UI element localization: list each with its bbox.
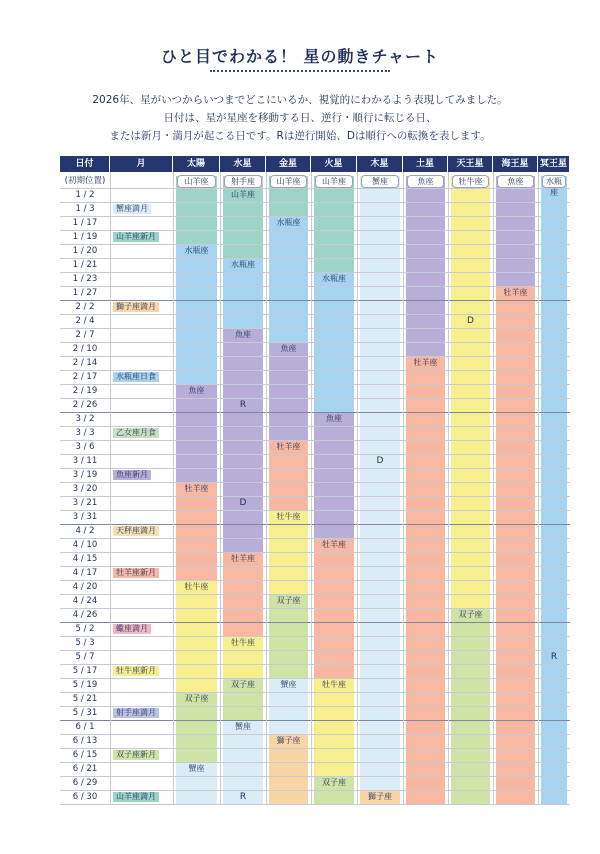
intro-line-3: または新月・満月が起こる日です。Rは逆行開始、Dは順行への転換を表します。 [109,130,491,142]
date-label: 2 / 17 [72,372,98,382]
column-header: 天王星 [448,156,492,172]
sign-change-label: 牡羊座 [503,288,528,297]
date-label: 4 / 17 [72,568,98,578]
date-label: 1 / 21 [72,260,98,270]
sign-change-label: 水瓶座 [231,260,255,269]
column-header: 水星 [220,156,265,172]
date-label: 4 / 26 [72,610,98,620]
sign-change-label: 蟹座 [280,680,297,689]
date-label: 2 / 10 [72,344,98,354]
date-label: 5 / 17 [72,666,98,676]
retrograde-marker: R [550,652,558,662]
sign-change-label: 魚座 [326,414,342,423]
planet-sign-bar [406,176,445,356]
date-label: 6 / 29 [72,778,98,788]
moon-event-label: 蠍座満月 [113,624,151,634]
column-divider [448,172,449,804]
sign-change-label: 獅子座 [368,792,392,801]
column-divider [311,172,312,804]
column-header: 冥王星 [538,156,569,172]
initial-sign-label: 牡牛座 [452,175,489,188]
sign-change-label: 水瓶座 [276,218,301,227]
column-header: 木星 [357,156,402,172]
moon-event-label: 天秤座満月 [113,526,159,536]
planet-sign-bar [496,176,535,286]
date-label: 6 / 13 [72,736,98,746]
date-label: 1 / 27 [72,288,98,298]
sign-change-label: 双子座 [231,680,255,689]
date-label: 3 / 21 [72,498,98,508]
retrograde-marker: R [239,792,247,802]
date-label: 3 / 2 [75,414,95,424]
date-label: 2 / 7 [75,330,95,340]
date-label: (初期位置) [64,176,106,186]
column-divider [403,172,404,804]
column-header: 海王星 [493,156,537,172]
initial-sign-label: 射手座 [224,175,262,188]
date-label: 5 / 21 [72,694,98,704]
planet-sign-bar [269,216,308,342]
planet-sign-bar [360,176,400,790]
date-label: 1 / 23 [72,274,98,284]
moon-event-label: 牡羊座新月 [113,568,159,578]
moon-event-label: 蟹座満月 [113,204,151,214]
date-label: 4 / 24 [72,596,98,606]
date-label: 2 / 14 [72,358,98,368]
moon-event-label: 山羊座満月 [113,792,159,802]
retrograde-marker: D [239,498,247,508]
column-divider [266,172,267,804]
date-label: 6 / 21 [72,764,98,774]
planet-sign-bar [451,176,490,608]
moon-event-label: 双子座新月 [113,750,159,760]
sign-change-label: 水瓶座 [184,246,209,255]
page-title: ひと目でわかる！ 星の動きチャート [160,47,440,66]
date-label: 1 / 17 [72,218,98,228]
date-label: 2 / 2 [75,302,95,312]
sign-change-label: 牡牛座 [231,638,255,647]
moon-event-label: 水瓶座日食 [113,372,159,382]
date-label: 4 / 2 [75,526,95,536]
column-divider [110,172,111,804]
retrograde-marker: R [239,400,247,410]
column-header: 月 [110,156,172,172]
planet-sign-bar [496,286,535,804]
sign-change-label: 双子座 [458,610,483,619]
date-label: 5 / 3 [75,638,95,648]
moon-event-label: 射手座満月 [113,708,159,718]
initial-sign-label: 蟹座 [361,175,399,188]
initial-sign-label: 山羊座 [270,175,307,188]
retrograde-marker: D [376,456,384,466]
column-divider [538,172,539,804]
sign-change-label: 牡牛座 [322,680,346,689]
initial-sign-label: 魚座 [407,175,444,188]
sign-change-label: 牡牛座 [276,512,301,521]
initial-sign-label: 魚座 [497,175,534,188]
sign-change-label: 水瓶座 [322,274,346,283]
row-divider [60,804,570,805]
sign-change-label: 双子座 [322,778,346,787]
date-label: 6 / 1 [75,722,95,732]
date-label: 6 / 30 [72,792,98,802]
initial-sign-label: 山羊座 [315,175,353,188]
initial-sign-label: 山羊座 [177,175,216,188]
sign-change-label: 蟹座 [188,764,205,773]
column-header: 金星 [266,156,310,172]
sign-change-label: 牡羊座 [413,358,438,367]
planet-sign-bar [314,412,354,538]
column-divider [493,172,494,804]
sign-change-label: 魚座 [280,344,297,353]
date-label: 3 / 6 [75,442,95,452]
sign-change-label: 山羊座 [231,190,255,199]
date-label: 4 / 10 [72,540,98,550]
initial-sign-label: 水瓶座 [542,175,566,188]
sign-change-label: 双子座 [184,694,209,703]
planet-sign-bar [541,176,567,804]
date-label: 2 / 19 [72,386,98,396]
date-label: 1 / 20 [72,246,98,256]
moon-event-label: 山羊座新月 [113,232,159,242]
moon-event-label: 牡牛座新月 [113,666,159,676]
intro-line-1: 2026年、星がいつからいつまでどこにいるか、視覚的にわかるよう表現してみました。 [92,94,508,106]
sign-change-label: 魚座 [188,386,205,395]
column-header: 日付 [60,156,109,172]
date-label: 5 / 7 [75,652,95,662]
date-label: 4 / 15 [72,554,98,564]
sign-change-label: 牡羊座 [322,540,346,549]
date-label: 2 / 4 [75,316,95,326]
date-label: 3 / 20 [72,484,98,494]
date-label: 5 / 31 [72,708,98,718]
sign-change-label: 牡羊座 [184,484,209,493]
sign-change-label: 獅子座 [276,736,301,745]
moon-event-label: 乙女座月食 [113,428,159,438]
sign-change-label: 牡羊座 [276,442,301,451]
date-label: 3 / 19 [72,470,98,480]
date-label: 1 / 2 [75,190,95,200]
sign-change-label: 牡羊座 [231,554,255,563]
sign-change-label: 双子座 [276,596,301,605]
date-label: 6 / 15 [72,750,98,760]
date-label: 3 / 3 [75,428,95,438]
moon-event-label: 獅子座満月 [113,302,159,312]
sign-change-label: 魚座 [235,330,251,339]
column-header: 土星 [403,156,447,172]
column-header: 太陽 [173,156,219,172]
date-label: 1 / 19 [72,232,98,242]
date-label: 5 / 2 [75,624,95,634]
retrograde-marker: D [467,316,474,326]
intro-line-2: 日付は、星が星座を移動する日、逆行・順行に転じる日、 [163,112,437,124]
date-label: 2 / 26 [72,400,98,410]
sign-change-label: 蟹座 [235,722,251,731]
planet-movement-chart [60,156,570,810]
column-header: 火星 [311,156,356,172]
moon-event-label: 魚座新月 [113,470,151,480]
sign-change-label: 牡牛座 [184,582,209,591]
date-label: 4 / 20 [72,582,98,592]
title-underline [210,70,390,72]
date-label: 3 / 11 [72,456,98,466]
column-divider [357,172,358,804]
date-label: 5 / 19 [72,680,98,690]
date-label: 3 / 31 [72,512,98,522]
date-label: 1 / 3 [75,204,95,214]
